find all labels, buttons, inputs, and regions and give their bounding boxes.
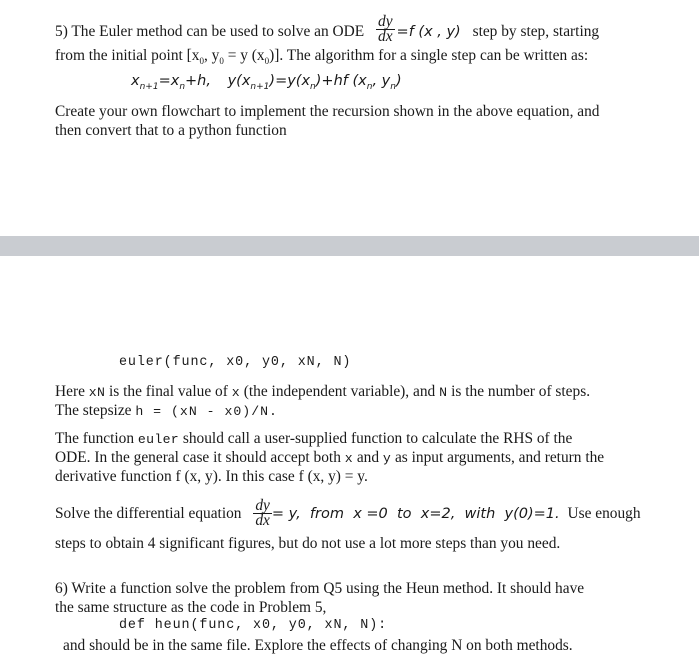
function2-text-1: ODE. In the general case it should accept both (55, 449, 345, 466)
solve-text-3: Use enough (567, 505, 641, 523)
initial-point-sub-c: 0 (264, 56, 270, 67)
fraction-denominator: dx (378, 28, 393, 45)
ode-rhs: =f (x , y) (396, 24, 461, 41)
solve-text-1: Solve the differential equation (55, 505, 242, 523)
eq-part-6: )+hf (x (315, 73, 367, 89)
q6-line-2: the same structure as the code in Problem 5, (55, 599, 327, 616)
eq-part-4: y(x (227, 73, 251, 89)
solve-dy-dx-fraction (253, 499, 272, 528)
here-line (55, 382, 590, 402)
initial-point-sub-b: 0 (219, 56, 224, 67)
initial-point-text-a: from the initial point [x (55, 47, 200, 64)
here-text-4: is the number of steps. (447, 383, 591, 400)
function2-text-2: and (352, 449, 383, 466)
euler-signature: euler(func, x0, y0, xN, N) (119, 355, 352, 370)
q5-intro-tail: step by step, starting (472, 23, 600, 41)
initial-point-sub-a: 0 (199, 56, 204, 67)
here-text-2: is the final value of (105, 383, 232, 400)
flowchart-instruction-line-2: then convert that to a python function (55, 122, 287, 139)
flowchart-instruction-line-1: Create your own flowchart to implement the recursion shown in the above equation, and (55, 103, 600, 120)
eq-part-5: )=y(x (269, 73, 311, 89)
stepsize-text: The stepsize (55, 402, 136, 419)
here-text-1: Here (55, 383, 89, 400)
q6-line-3: and should be in the same file. Explore the effects of changing N on both methods. (63, 637, 573, 654)
eq-sub-1: n+1 (139, 81, 159, 92)
solve-fraction-denominator: dx (255, 512, 270, 529)
eq-part-2: =x (158, 73, 180, 89)
initial-point-text-b: , y (203, 47, 220, 64)
q5-intro-text: 5) The Euler method can be used to solve an ODE (55, 23, 365, 41)
eq-sub-7: n (390, 81, 396, 92)
here-code-n: N (439, 385, 448, 400)
stepsize-line (55, 401, 278, 421)
function-line-1 (55, 429, 572, 449)
euler-equation (131, 72, 402, 97)
solve-conditions: = y, from x =0 to x=2, with y(0)=1. (271, 506, 560, 523)
eq-part-7: , y (372, 73, 391, 89)
eq-sub-6: n (366, 81, 373, 92)
eq-sub-5: n (310, 81, 316, 92)
function-text-2: should call a user-supplied function to calculate the RHS of the (179, 430, 573, 447)
function2-code-x: x (344, 451, 353, 466)
heun-signature: def heun(func, x0, y0, xN, N): (119, 618, 388, 633)
function-code-euler: euler (137, 432, 179, 447)
here-code-xn: xN (88, 385, 106, 400)
q6-line-1: 6) Write a function solve the problem from Q5 using the Heun method. It should have (55, 580, 585, 597)
page-divider-band (0, 236, 699, 256)
eq-part-3: +h, (185, 73, 211, 89)
eq-part-8: ) (395, 73, 402, 89)
here-code-x: x (231, 385, 240, 400)
solve-line-2: steps to obtain 4 significant figures, but do not use a lot more steps than you need. (55, 535, 561, 552)
solve-fraction-numerator: dy (255, 497, 270, 514)
function-line-2 (55, 448, 604, 468)
eq-part-1: x (131, 73, 140, 89)
solve-line (55, 497, 641, 529)
initial-point-line (55, 46, 588, 71)
function-line-3: derivative function f (x, y). In this case f (x, y) = y. (55, 468, 368, 485)
q5-intro-line (55, 13, 600, 47)
function2-text-3: as input arguments, and return the (391, 449, 605, 466)
initial-point-text-d: )]. The algorithm for a single step can be written as: (269, 47, 589, 64)
stepsize-code: h = (xN - x0)/N. (135, 404, 278, 419)
function-text-1: The function (55, 430, 138, 447)
eq-sub-2: n (179, 81, 186, 92)
function2-code-y: y (382, 451, 392, 466)
eq-sub-4: n+1 (250, 81, 270, 92)
fraction-numerator: dy (378, 13, 393, 30)
dy-dx-fraction (376, 15, 395, 44)
here-text-3: (the independent variable), and (239, 383, 440, 400)
initial-point-text-c: = y (x (223, 47, 265, 64)
